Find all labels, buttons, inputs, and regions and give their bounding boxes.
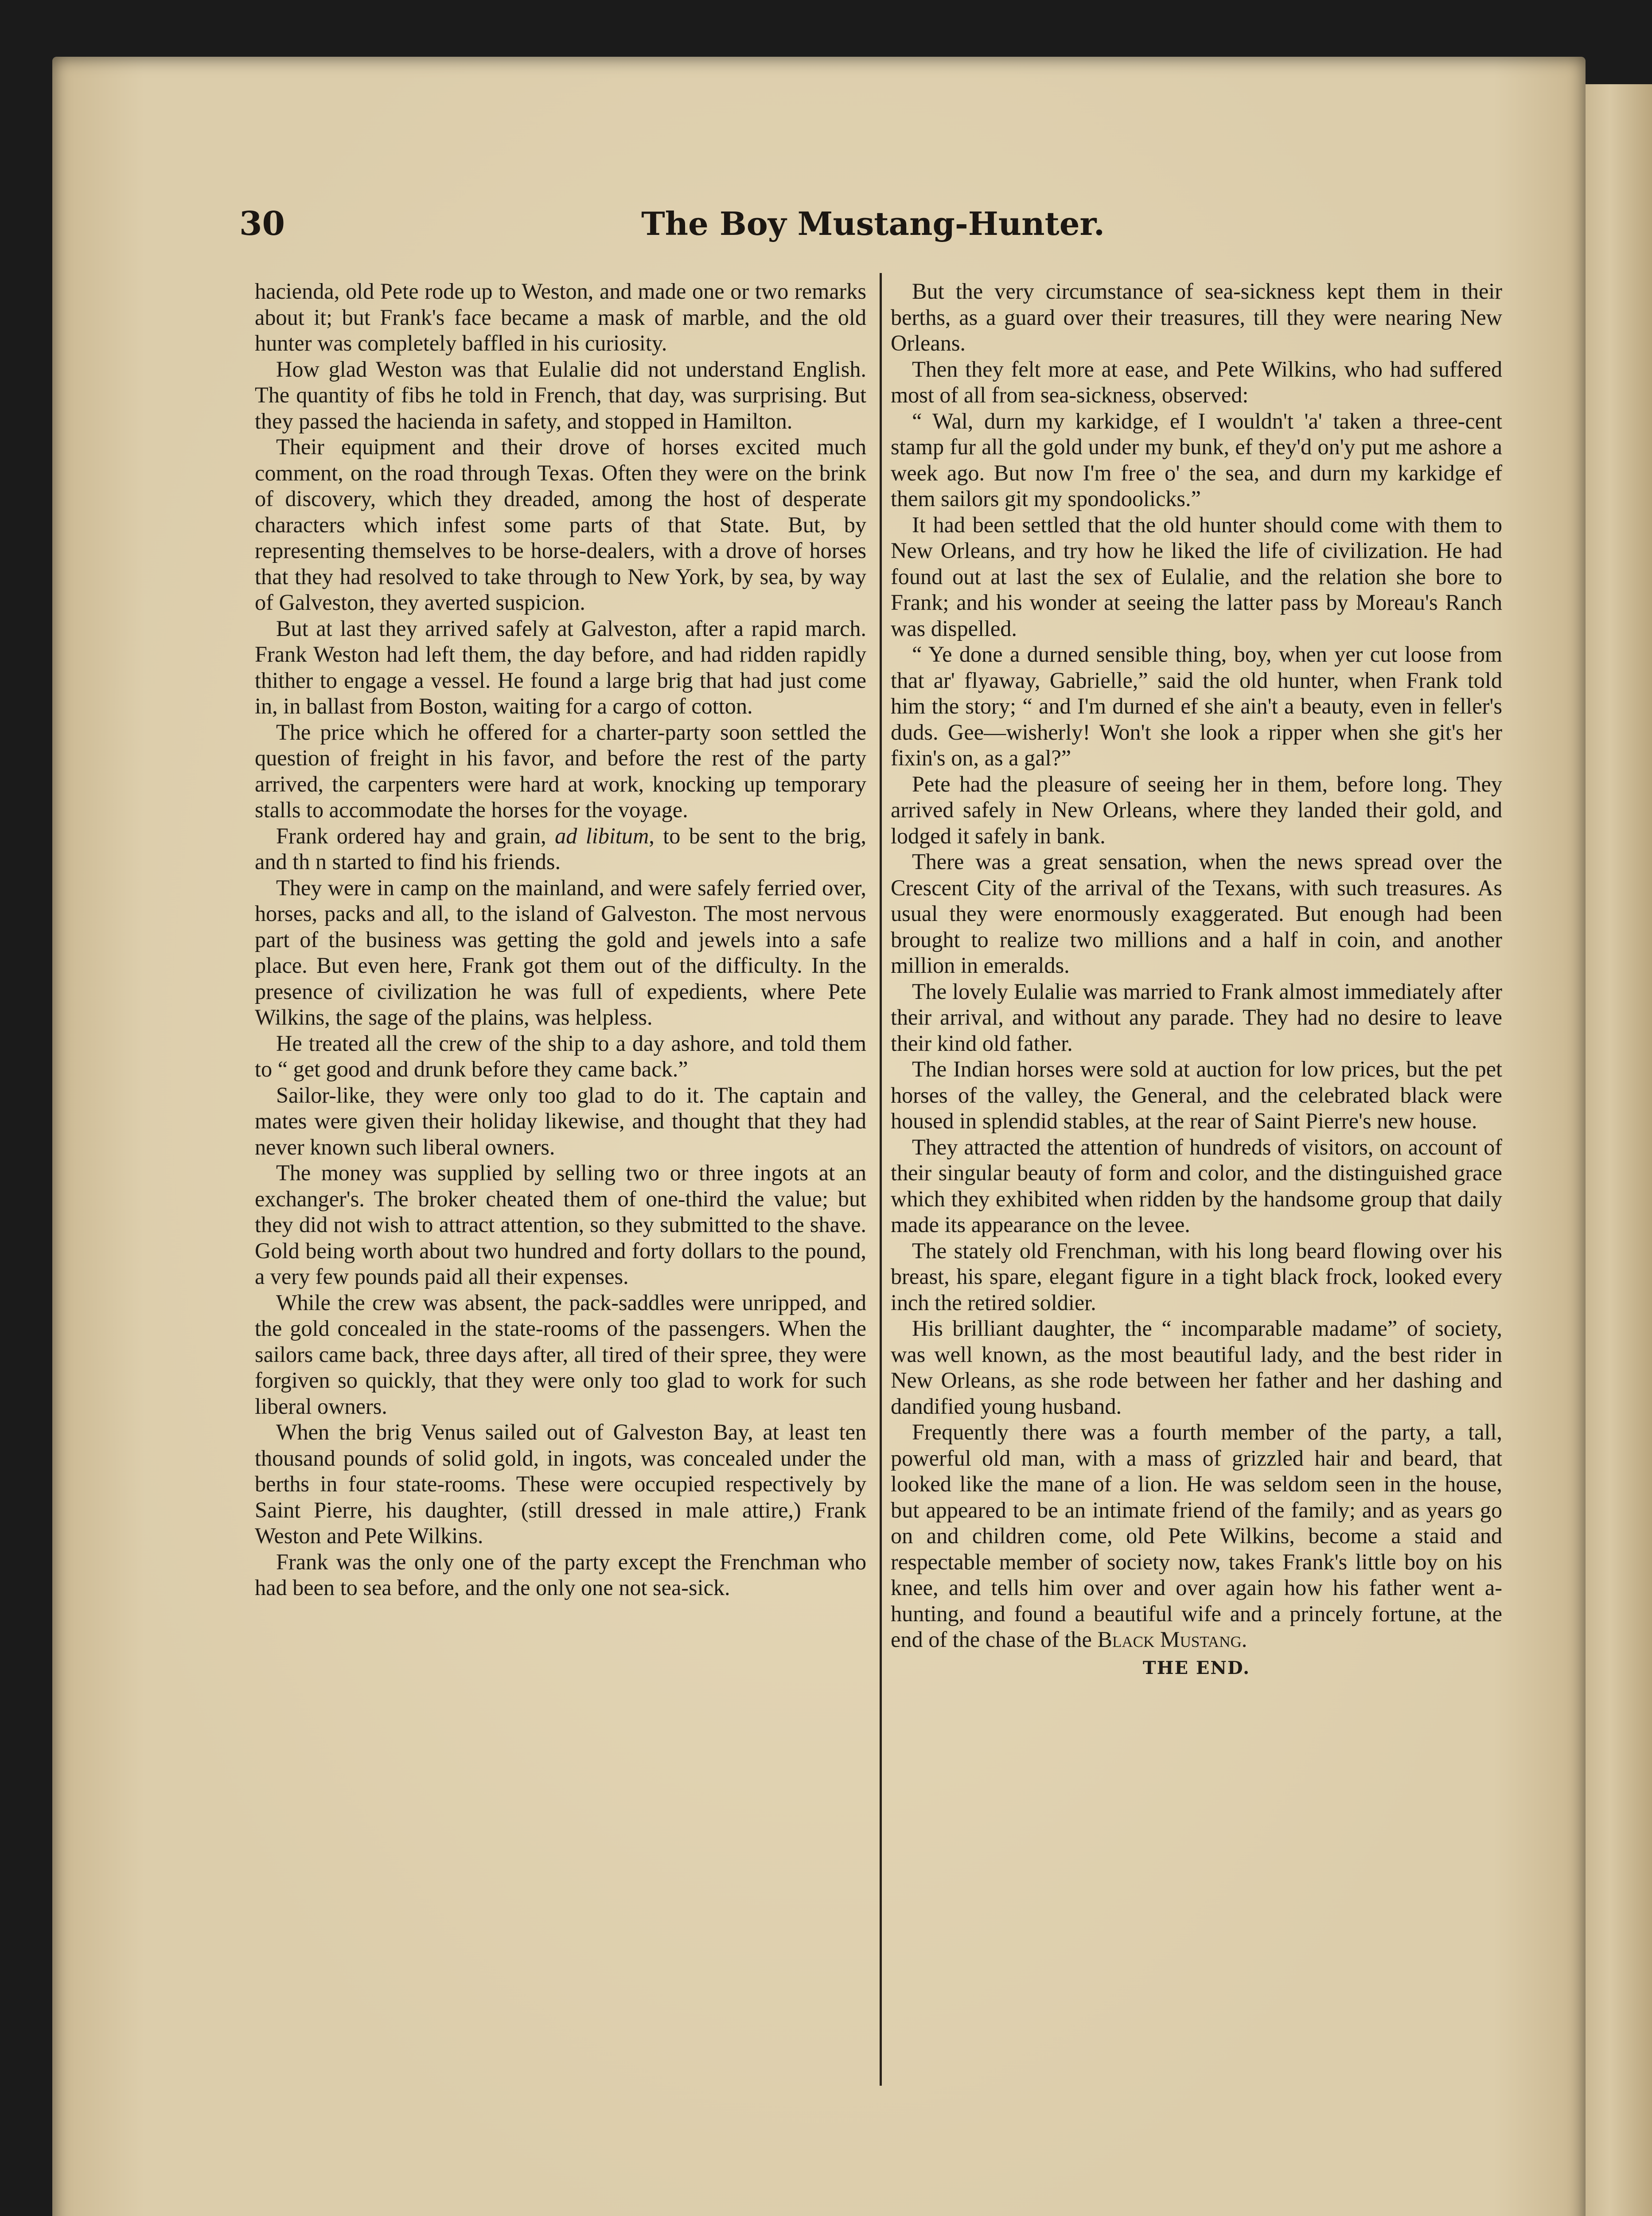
end-mark: THE END.: [1142, 1657, 1251, 1678]
paragraph: The stately old Frenchman, with his long beard flowing over his breast, his spare, elegant figure in a tight black frock, looked every inch the retired soldier.: [891, 1238, 1502, 1315]
paragraph: Their equipment and their drove of horses excited much comment, on the road through Texas. Often they were on the brink of discovery, which they dreaded, among the host of desperate characters which infest some parts of that State. But, by representing themselves to be horse-dealers, with a drove of horses that they had resolved to take through to New York, by sea, by way of Galveston, they averted suspicion.: [255, 434, 866, 615]
paragraph: The lovely Eulalie was married to Frank almost immediately after their arrival, and without any parade. They had no desire to leave their kind old father.: [891, 979, 1502, 1056]
paragraph: hacienda, old Pete rode up to Weston, and made one or two remarks about it; but Frank's face became a mask of marble, and the old hunter was completely baffled in his curiosity.: [255, 279, 866, 355]
page-number: 30: [239, 205, 285, 243]
paragraph: [891, 1419, 1502, 1653]
paragraph: Pete had the pleasure of seeing her in them, before long. They arrived safely in New Orleans, where they landed their gold, and lodged it safely in bank.: [891, 771, 1502, 848]
paragraph: The price which he offered for a charter-party soon settled the question of freight in his favor, and before the rest of the party arrived, the carpenters were hard at work, knocking up temporary stalls to accommodate the horses for the voyage.: [255, 719, 866, 822]
paragraph: “ Wal, durn my karkidge, ef I wouldn't 'a' taken a three-cent stamp fur all the gold under my bunk, ef they'd on'y put me ashore a week ago. But now I'm free o' the sea, and durn my karkidge ef them sailors git my spondoolicks.”: [891, 408, 1502, 511]
left-column: [255, 278, 866, 1601]
adjacent-page-edge: [1578, 84, 1652, 2216]
paragraph-text: .: [1241, 1627, 1247, 1652]
paragraph: But at last they arrived safely at Galveston, after a rapid march. Frank Weston had left them, the day before, and had ridden rapidly thither to engage a vessel. He found a large brig that had just come in, in ballast from Boston, waiting for a cargo of cotton.: [255, 616, 866, 718]
running-title: The Boy Mustang-Hunter.: [641, 205, 1105, 242]
story-title-mention: Black Mustang: [1097, 1627, 1242, 1652]
paragraph: He treated all the crew of the ship to a day ashore, and told them to “ get good and drunk before they came back.”: [255, 1030, 866, 1081]
paragraph: “ Ye done a durned sensible thing, boy, when yer cut loose from that ar' flyaway, Gabrielle,” said the old hunter, when Frank told him the story; “ and I'm durned ef she ain't a beauty, even in feller's duds. Gee—wisherly! Won't she look a ripper when she git's her fixin's on, as a gal?”: [891, 642, 1502, 770]
paragraph-text: , to be sent to the brig, and th n started to find his friends.: [255, 823, 867, 874]
paragraph: There was a great sensation, when the news spread over the Crescent City of the arrival of the Texans, with such treasures. As usual they were enormously exaggerated. But enough had been brought to realize two millions and a half in coin, and another million in emeralds.: [891, 849, 1502, 978]
paragraph: When the brig Venus sailed out of Galveston Bay, at least ten thousand pounds of solid gold, in ingots, was concealed under the berths in four state-rooms. These were occupied respectively by Saint Pierre, his daughter, (still dressed in male attire,) Frank Weston and Pete Wilkins.: [255, 1420, 866, 1548]
paragraph-text: Frank ordered hay and grain,: [276, 823, 546, 848]
paragraph: Frank was the only one of the party except the Frenchman who had been to sea before, and the only one not sea-sick.: [255, 1549, 866, 1600]
page-header: [239, 195, 1507, 253]
paragraph: Then they felt more at ease, and Pete Wilkins, who had suffered most of all from sea-sickness, observed:: [891, 356, 1502, 407]
paragraph: How glad Weston was that Eulalie did not understand English. The quantity of fibs he told in French, that day, was surprising. But they passed the hacienda in safety, and stopped in Hamilton.: [255, 356, 866, 433]
paragraph: His brilliant daughter, the “ incomparable madame” of society, was well known, as the most beautiful lady, and the best rider in New Orleans, as she rode between her father and her dashing and dandified young husband.: [891, 1316, 1502, 1419]
paragraph: The Indian horses were sold at auction for low prices, but the pet horses of the valley, the General, and the celebrated black were housed in splendid stables, at the rear of Saint Pierre's new house.: [891, 1057, 1502, 1133]
paragraph: They attracted the attention of hundreds of visitors, on account of their singular beauty of form and color, and the distinguished grace which they exhibited when ridden by the handsome group that daily made its appearance on the levee.: [891, 1134, 1502, 1237]
column-divider: [880, 273, 882, 2086]
paragraph: While the crew was absent, the pack-saddles were unripped, and the gold concealed in the state-rooms of the passengers. When the sailors came back, three days after, all tired of their spree, they were forgiven so quickly, that they were only too glad to work for such liberal owners.: [255, 1290, 866, 1419]
paragraph: But the very circumstance of sea-sickness kept them in their berths, as a guard over their treasures, till they were nearing New Orleans.: [891, 279, 1502, 355]
paragraph-text: Frequently there was a fourth member of the party, a tall, powerful old man, with a mass of grizzled hair and beard, that looked like the mane of a lion. He was seldom seen in the house, but appeared to be an intimate friend of the family; and as years go on and children come, old Pete Wilkins, become a staid and respectable member of society now, takes Frank's little boy on his knee, and tells him over and over again how his father went a-hunting, and found a beautiful wife and a princely fortune, at the end of the chase of the: [891, 1420, 1502, 1652]
latin-phrase: ad libitum: [555, 823, 649, 848]
paragraph: The money was supplied by selling two or three ingots at an exchanger's. The broker cheated them of one-third the value; but they did not wish to attract attention, so they submitted to the shave. Gold being worth about two hundred and forty dollars to the pound, a very few pounds paid all their expenses.: [255, 1160, 866, 1289]
paragraph: Sailor-like, they were only too glad to do it. The captain and mates were given their holiday likewise, and thought that they had never known such liberal owners.: [255, 1082, 866, 1159]
paragraph: It had been settled that the old hunter should come with them to New Orleans, and try how he liked the life of civilization. He had found out at last the sex of Eulalie, and the relation she bore to Frank; and his wonder at seeing the latter pass by Moreau's Ranch was dispelled.: [891, 512, 1502, 641]
paragraph: They were in camp on the mainland, and were safely ferried over, horses, packs and all, to the island of Galveston. The most nervous part of the business was getting the gold and jewels into a safe place. But even here, Frank got them out of the difficulty. In the presence of civilization he was full of expedients, where Pete Wilkins, the sage of the plains, was helpless.: [255, 875, 866, 1030]
paragraph: [255, 823, 866, 875]
right-column: [891, 278, 1502, 1681]
